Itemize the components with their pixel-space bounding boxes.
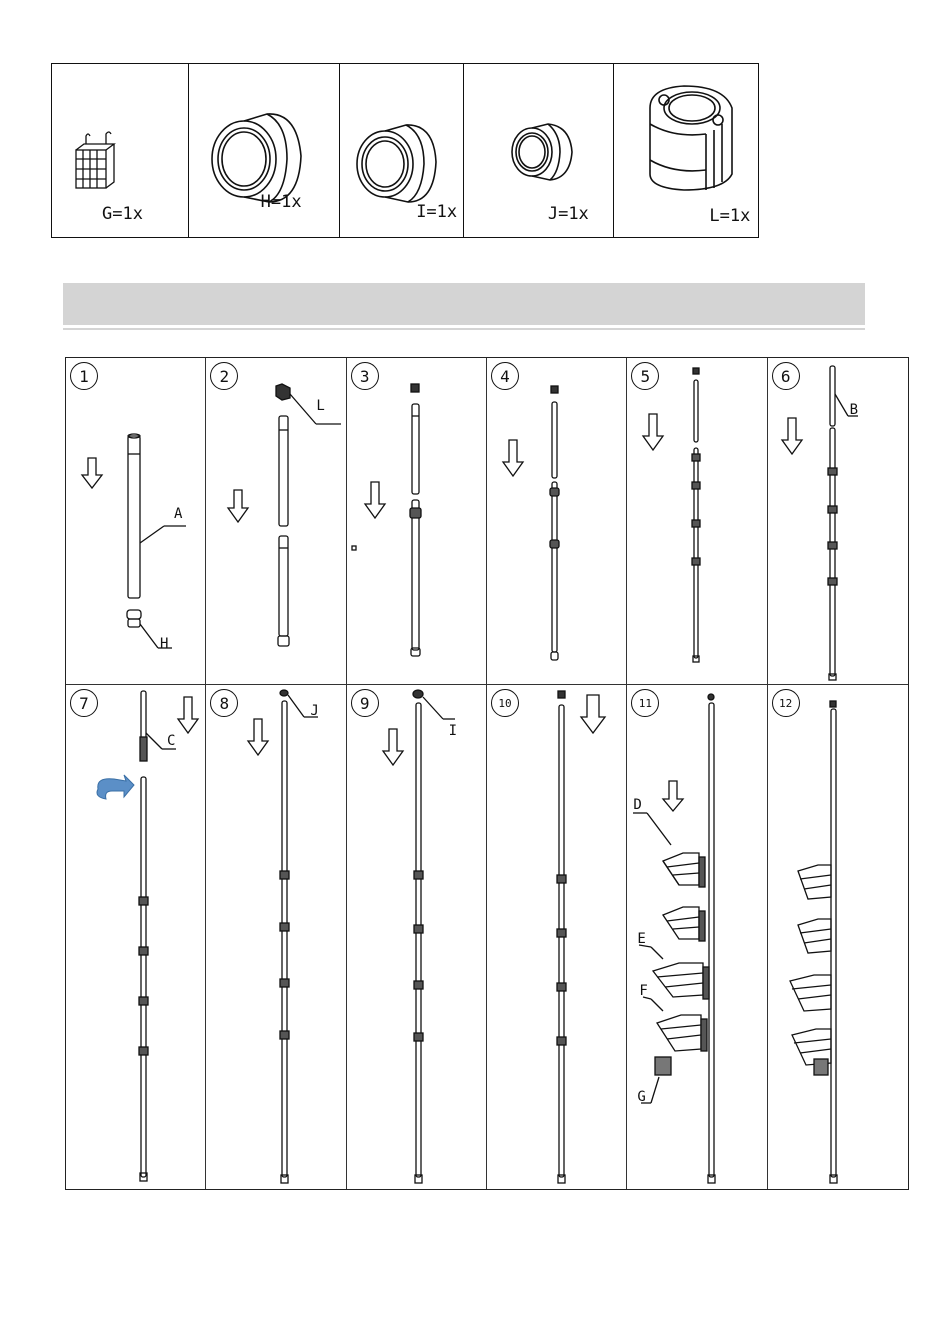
mounted-basket-icon [798, 919, 831, 953]
part-l-label: L=1x [709, 206, 751, 226]
basket-g-icon [655, 1057, 671, 1075]
step-number: 4 [491, 362, 519, 390]
step-12-drawing [768, 685, 908, 1189]
step-3-drawing [347, 358, 487, 685]
step-number: 10 [491, 689, 519, 717]
twist-arrow-icon [97, 775, 134, 799]
down-arrow-icon [581, 695, 605, 733]
step-number: 5 [631, 362, 659, 390]
step-7-drawing [66, 685, 206, 1189]
basket-e-icon [653, 963, 709, 999]
callout-b: B [849, 402, 859, 418]
step-9-drawing [347, 685, 487, 1189]
mounted-basket-icon [798, 865, 831, 899]
down-arrow-icon [782, 418, 802, 454]
step-10-drawing [487, 685, 627, 1189]
part-j [464, 64, 615, 237]
callout-c: C [167, 733, 176, 749]
step-12 [768, 685, 908, 1189]
basket-upper-icon [663, 907, 705, 941]
step-8-drawing [206, 685, 346, 1189]
step-number: 9 [351, 689, 379, 717]
part-h [189, 64, 341, 237]
callout-l: L [316, 398, 325, 414]
step-number: 8 [210, 689, 238, 717]
step-number: 7 [70, 689, 98, 717]
part-g [52, 64, 189, 237]
step-2-drawing [206, 358, 346, 685]
step-4 [487, 358, 627, 685]
step-6-drawing [768, 358, 908, 685]
callout-e: E [637, 931, 646, 947]
down-arrow-icon [228, 490, 248, 522]
step-5-drawing [627, 358, 767, 685]
part-h-label: H=1x [260, 192, 302, 212]
step-7 [66, 685, 206, 1189]
step-number: 12 [772, 689, 800, 717]
part-g-label: G=1x [102, 204, 143, 224]
down-arrow-icon [365, 482, 385, 518]
down-arrow-icon [82, 458, 102, 488]
part-i-label: I=1x [416, 202, 458, 222]
cap-j-drawing [464, 64, 615, 236]
down-arrow-icon [503, 440, 523, 476]
down-arrow-icon [663, 781, 683, 811]
step-8 [206, 685, 346, 1189]
callout-h: H [160, 636, 169, 652]
callout-j: J [310, 703, 319, 719]
down-arrow-icon [643, 414, 663, 450]
step-number: 11 [631, 689, 659, 717]
step-4-drawing [487, 358, 627, 685]
down-arrow-icon [248, 719, 268, 755]
step-1 [66, 358, 206, 685]
section-header-rule [63, 328, 865, 330]
assembly-steps-grid [65, 357, 909, 1190]
callout-f: F [639, 983, 648, 999]
step-2 [206, 358, 346, 685]
parts-list [51, 63, 759, 238]
step-1-drawing [66, 358, 206, 685]
part-l [614, 64, 758, 237]
section-header-bar [63, 283, 865, 325]
down-arrow-icon [178, 697, 198, 733]
step-number: 6 [772, 362, 800, 390]
step-11 [627, 685, 767, 1189]
step-5 [627, 358, 767, 685]
step-3 [347, 358, 487, 685]
step-6 [768, 358, 908, 685]
step-number: 3 [351, 362, 379, 390]
step-number: 2 [210, 362, 238, 390]
mounted-basket-icon [792, 1029, 831, 1075]
step-9 [347, 685, 487, 1189]
step-number: 1 [70, 362, 98, 390]
mounted-basket-icon [790, 975, 831, 1011]
step-11-drawing [627, 685, 767, 1189]
basket-d-icon [663, 853, 705, 887]
callout-d: D [633, 797, 642, 813]
callout-g: G [637, 1089, 646, 1105]
part-j-label: J=1x [547, 204, 589, 224]
step-10 [487, 685, 627, 1189]
down-arrow-icon [383, 729, 403, 765]
basket-f-icon [657, 1015, 707, 1051]
callout-a: A [174, 506, 183, 522]
part-i [340, 64, 464, 237]
callout-i: I [448, 723, 458, 739]
